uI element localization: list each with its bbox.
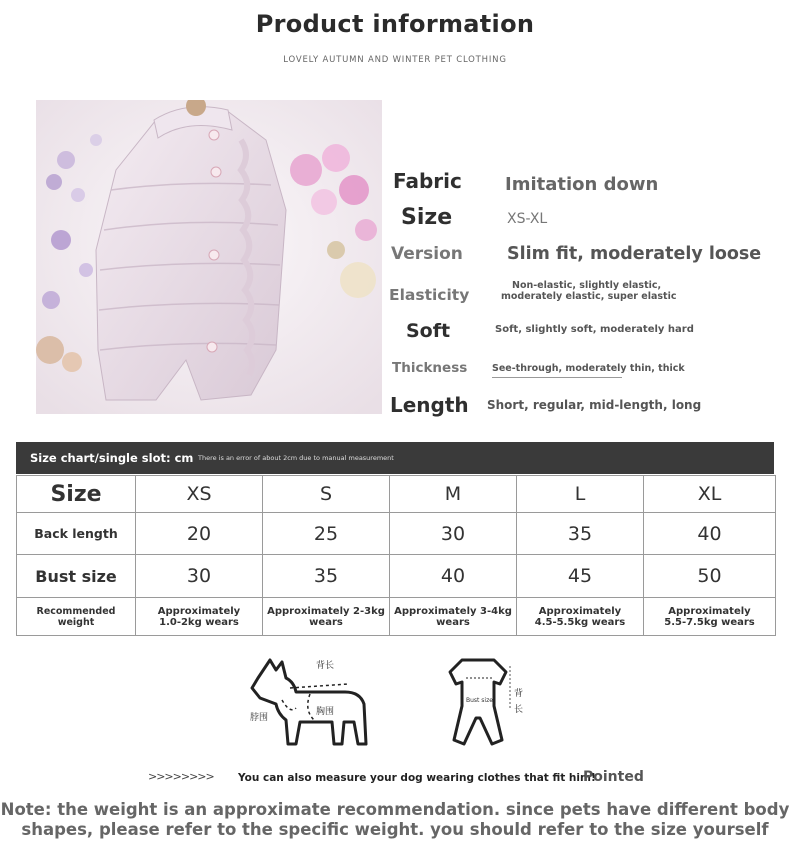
size-cell: XL bbox=[644, 476, 776, 513]
back-length-cell: 25 bbox=[263, 513, 390, 555]
weight-line1: Approximately 2-3kg bbox=[267, 605, 385, 617]
thickness-underline bbox=[492, 377, 622, 378]
weight-line1: Approximately bbox=[157, 605, 241, 617]
back-length-cell: 20 bbox=[136, 513, 263, 555]
bust-size-cell: 45 bbox=[517, 555, 644, 598]
size-cell: M bbox=[390, 476, 517, 513]
weight-cell bbox=[263, 598, 390, 636]
measurement-diagrams bbox=[230, 648, 550, 758]
attr-label-fabric: Fabric bbox=[393, 169, 462, 193]
attr-value-version: Slim fit, moderately loose bbox=[507, 244, 762, 264]
attr-label-thickness: Thickness bbox=[392, 360, 468, 376]
bust-size-cell: 35 bbox=[263, 555, 390, 598]
pointed-label: Pointed bbox=[583, 769, 644, 785]
table-row-size bbox=[17, 476, 776, 513]
attr-label-elasticity: Elasticity bbox=[389, 286, 470, 304]
attr-label-length: Length bbox=[390, 393, 469, 417]
weight-label-line2: weight bbox=[57, 616, 95, 628]
weight-line2: 4.5-5.5kg wears bbox=[534, 616, 626, 628]
back-length-cell: 35 bbox=[517, 513, 644, 555]
weight-cell bbox=[136, 598, 263, 636]
page-subtitle: LOVELY AUTUMN AND WINTER PET CLOTHING bbox=[283, 55, 507, 65]
weight-cell bbox=[517, 598, 644, 636]
row-header-size: Size bbox=[17, 476, 136, 513]
garment-bust-label: Bust size bbox=[466, 697, 493, 704]
size-chart-table bbox=[16, 475, 776, 636]
pet-jumpsuit-illustration bbox=[36, 100, 382, 414]
bust-size-cell: 30 bbox=[136, 555, 263, 598]
attr-label-soft: Soft bbox=[406, 320, 451, 342]
table-row-back-length bbox=[17, 513, 776, 555]
garment-back-label-2: 长 bbox=[514, 705, 524, 715]
attr-label-version: Version bbox=[391, 244, 463, 264]
size-cell: XS bbox=[136, 476, 263, 513]
attr-value-size: XS-XL bbox=[507, 211, 548, 227]
weight-line2: wears bbox=[436, 616, 470, 628]
weight-note-line2: shapes, please refer to the specific weight. you should refer to the size yourself bbox=[21, 820, 769, 839]
row-header-bust-size: Bust size bbox=[17, 555, 136, 598]
weight-line2: wears bbox=[309, 616, 343, 628]
size-chart-header bbox=[16, 442, 774, 474]
weight-line2: 5.5-7.5kg wears bbox=[664, 616, 755, 628]
attr-value-fabric: Imitation down bbox=[505, 174, 659, 195]
dog-back-label: 背长 bbox=[316, 661, 335, 671]
bust-size-cell: 50 bbox=[644, 555, 776, 598]
weight-line2: 1.0-2kg wears bbox=[159, 616, 239, 628]
weight-cell bbox=[390, 598, 517, 636]
attr-value-elasticity-line2: moderately elastic, super elastic bbox=[501, 291, 677, 302]
weight-label-line1: Recommended bbox=[36, 605, 116, 617]
table-row-recommended-weight bbox=[17, 598, 776, 636]
back-length-cell: 30 bbox=[390, 513, 517, 555]
page-title: Product information bbox=[255, 10, 535, 38]
back-length-cell: 40 bbox=[644, 513, 776, 555]
weight-note-line1: Note: the weight is an approximate recommendation. since pets have different body bbox=[0, 800, 790, 819]
attr-value-soft: Soft, slightly soft, moderately hard bbox=[495, 324, 694, 335]
weight-note bbox=[0, 800, 790, 840]
table-row-bust-size bbox=[17, 555, 776, 598]
attr-value-thickness: See-through, moderately thin, thick bbox=[492, 363, 685, 374]
bust-size-cell: 40 bbox=[390, 555, 517, 598]
dog-neck-label: 脖围 bbox=[250, 713, 269, 723]
attr-value-length: Short, regular, mid-length, long bbox=[487, 398, 702, 412]
arrows-decoration: >>>>>>>> bbox=[148, 770, 214, 783]
attr-label-size: Size bbox=[401, 205, 453, 230]
row-header-recommended-weight bbox=[17, 598, 136, 636]
dog-chest-label: 胸围 bbox=[316, 707, 335, 717]
size-cell: S bbox=[263, 476, 390, 513]
weight-line1: Approximately bbox=[538, 605, 622, 617]
measure-tip: You can also measure your dog wearing clothes that fit him! bbox=[238, 772, 596, 784]
size-chart-heading: Size chart/single slot: cm bbox=[30, 451, 194, 465]
attr-value-elasticity-line1: Non-elastic, slightly elastic, bbox=[512, 280, 662, 291]
garment-back-label-1: 背 bbox=[514, 689, 524, 699]
row-header-back-length: Back length bbox=[17, 513, 136, 555]
size-chart-note: There is an error of about 2cm due to manual measurement bbox=[198, 454, 394, 462]
product-photo bbox=[36, 100, 382, 414]
weight-line1: Approximately 3-4kg bbox=[394, 605, 512, 617]
weight-cell bbox=[644, 598, 776, 636]
weight-line1: Approximately bbox=[668, 605, 751, 617]
size-cell: L bbox=[517, 476, 644, 513]
dog-measure-diagram bbox=[230, 648, 550, 758]
